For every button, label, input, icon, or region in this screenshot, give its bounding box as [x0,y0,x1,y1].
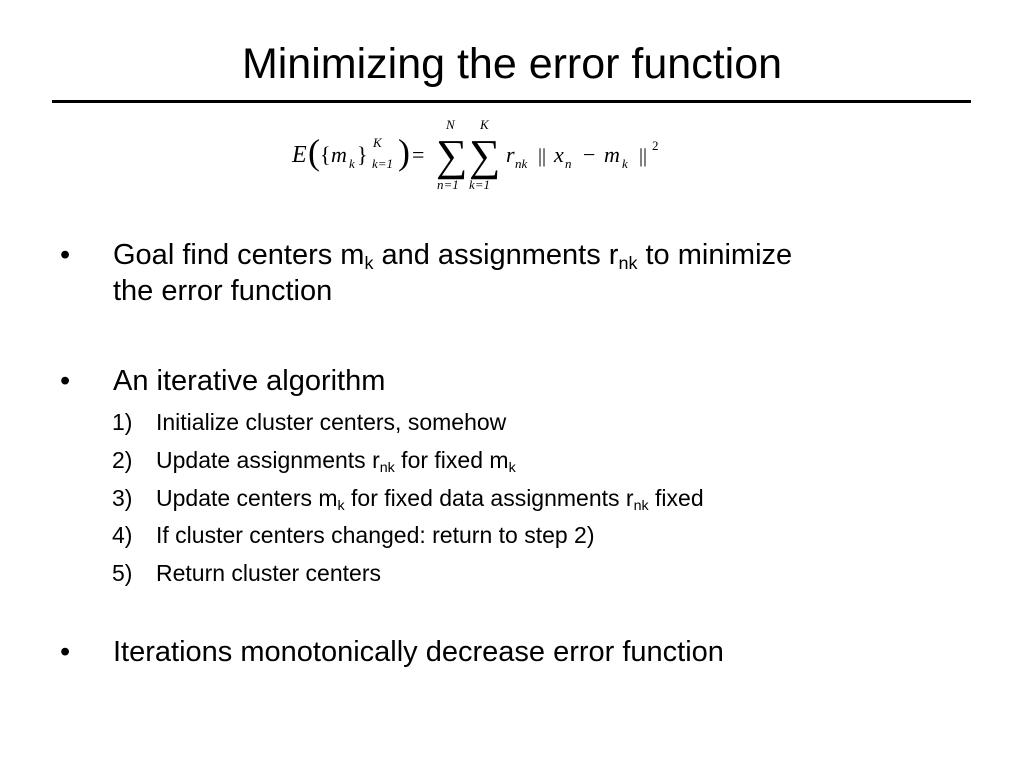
formula-brace-left: { [320,142,331,167]
slide-title: Minimizing the error function [241,40,783,88]
formula-x-sub: n [565,156,572,171]
sum-2-upper: K [480,117,489,132]
formula-r-sub: nk [515,156,528,171]
step-number: 4) [112,522,133,548]
formula-r: r [506,142,515,167]
formula-paren-left: ( [308,132,320,172]
step-number: 3) [112,485,133,511]
step-number: 1) [112,409,133,435]
sum-1-upper: N [446,117,455,132]
formula-brace-right: } [357,142,368,167]
step-number: 2) [112,447,133,473]
formula-lower-k1: k=1 [372,156,394,171]
step-text: Return cluster centers [156,560,381,586]
formula-m-sub-k: k [349,156,355,171]
formula-m2-sub: k [622,156,628,171]
bullet-marker: • [60,239,71,271]
formula-x: x [554,142,564,167]
formula-paren-right: ) [398,132,410,172]
formula-norm-left: || [538,145,547,167]
sum-2-sigma: ∑ [469,131,501,180]
formula-norm-right: || [639,145,648,167]
step-text: Initialize cluster centers, somehow [156,409,507,435]
formula-equals: = [412,142,425,167]
step-text: If cluster centers changed: return to step 2) [156,522,595,548]
step-number: 5) [112,560,133,586]
title-underline [52,100,971,103]
formula-exponent: 2 [652,138,659,153]
formula-upper-K: K [373,135,382,150]
error-function-formula [286,112,686,194]
bullet-goal-line2: the error function [113,275,333,307]
sum-2-lower: k=1 [469,177,491,192]
step-text: Update assignments $r_{nk}$ for fixed $m_k$ [156,447,516,476]
formula-m: m [331,142,347,167]
formula-E: E [292,142,307,168]
formula-m2: m [604,142,620,167]
bullet-marker: • [60,636,71,668]
formula-minus: − [583,142,596,167]
sum-1-lower: n=1 [437,177,459,192]
bullet-marker: • [60,365,71,397]
bullet-goal-line1: Goal find centers $m_k$ and assignments $r_{nk}$ to minimize [113,239,793,274]
sum-1-sigma: ∑ [436,131,468,180]
step-text: Update centers $m_k$ for fixed data assignments $r_{nk}$ fixed [156,485,704,514]
bullet-iterative-text: An iterative algorithm [113,365,386,397]
bullet-monotonic-text: Iterations monotonically decrease error function [113,636,724,668]
